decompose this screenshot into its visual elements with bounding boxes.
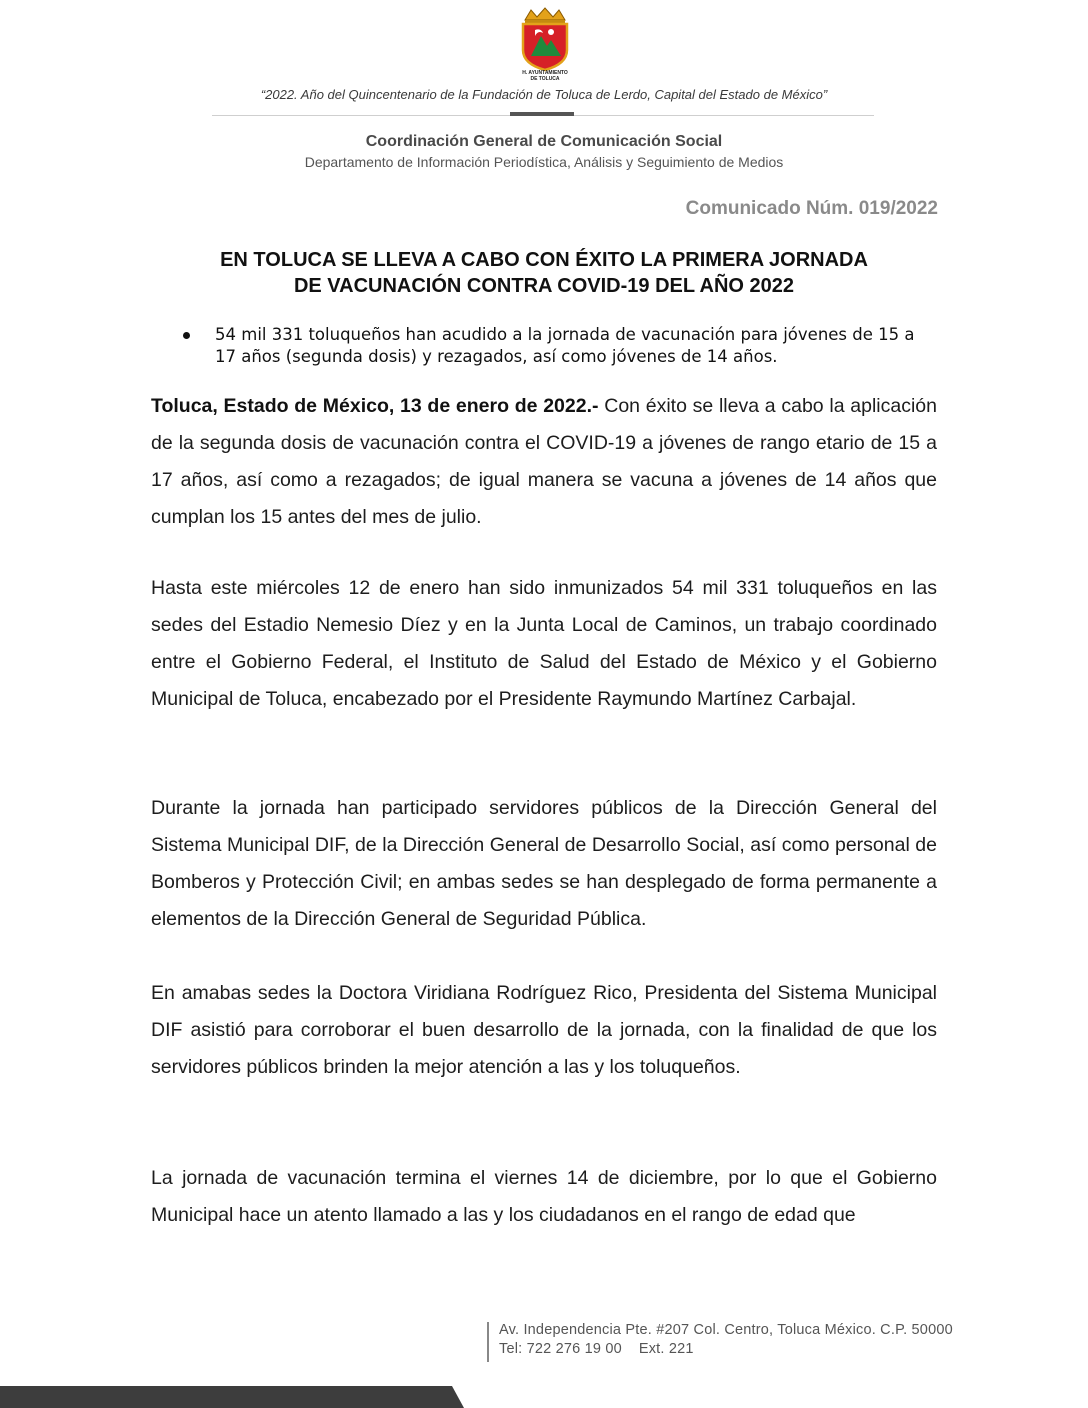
logo-caption-line2: DE TOLUCA [530,76,560,80]
paragraph-1-text: Con éxito se lleva a cabo la aplicación de la segunda dosis de vacunación contra el COVID-19 a jóvenes de rango etario de 15 a 17 años, así como a rezagados; de igual manera se vacuna a jóvenes de 14 años que cumplan los 15 antes del mes de julio. [151,395,937,528]
department-subtitle: Departamento de Información Periodística, Análisis y Seguimiento de Medios [304,154,784,170]
communique-number: Comunicado Núm. 019/2022 [685,198,938,219]
paragraph-3: Durante la jornada han participado servidores públicos de la Dirección General del Sistema Municipal DIF, de la Dirección General de Desarrollo Social, así como personal de Bomberos y Protección Civil; en ambas sedes se han desplegado de forma permanente a elementos de la Dirección General de Seguridad Pública. [151,797,937,930]
footer-divider [487,1322,489,1362]
paragraph-5: La jornada de vacunación termina el viernes 14 de diciembre, por lo que el Gobierno Municipal hace un atento llamado a las y los ciudadanos en el rango de edad que [151,1167,937,1226]
dateline: Toluca, Estado de México, 13 de enero de 2022.- [151,395,599,417]
logo-caption-line1: H. AYUNTAMIENTO [522,70,568,76]
commemorative-motto: “2022. Año del Quincentenario de la Fundación de Toluca de Lerdo, Capital del Estado de México” [260,87,828,102]
summary-bullet: 54 mil 331 toluqueños han acudido a la jornada de vacunación para jóvenes de 15 a 17 años (segunda dosis) y rezagados, así como jóvenes de 14 años. [215,325,915,366]
header-divider-accent [510,112,574,116]
bullet-icon [183,332,190,339]
headline-line-2: DE VACUNACIÓN CONTRA COVID-19 DEL AÑO 2022 [293,275,795,297]
headline [140,247,948,299]
footer-band [0,1386,1088,1408]
paragraph-4: En amabas sedes la Doctora Viridiana Rodríguez Rico, Presidenta del Sistema Municipal DIF asistió para corroborar el buen desarrollo de la jornada, con la finalidad de que los servidores públicos brinden la mejor atención a las y los toluqueños. [151,982,937,1078]
coordination-title: Coordinación General de Comunicación Social [365,133,723,150]
headline-line-1: EN TOLUCA SE LLEVA A CABO CON ÉXITO LA PRIMERA JORNADA [220,249,868,271]
footer-phone: Tel: 722 276 19 00 Ext. 221 [499,1341,694,1357]
paragraph-1 [151,388,937,536]
toluca-coat-of-arms-logo [505,6,585,80]
footer-address: Av. Independencia Pte. #207 Col. Centro, Toluca México. C.P. 50000 [499,1322,953,1338]
paragraph-2: Hasta este miércoles 12 de enero han sido inmunizados 54 mil 331 toluqueños en las sedes del Estadio Nemesio Díez y en la Junta Local de Caminos, un trabajo coordinado entre el Gobierno Federal, el Instituto de Salud del Estado de México y el Gobierno Municipal de Toluca, encabezado por el Presidente Raymundo Martínez Carbajal. [151,577,937,710]
